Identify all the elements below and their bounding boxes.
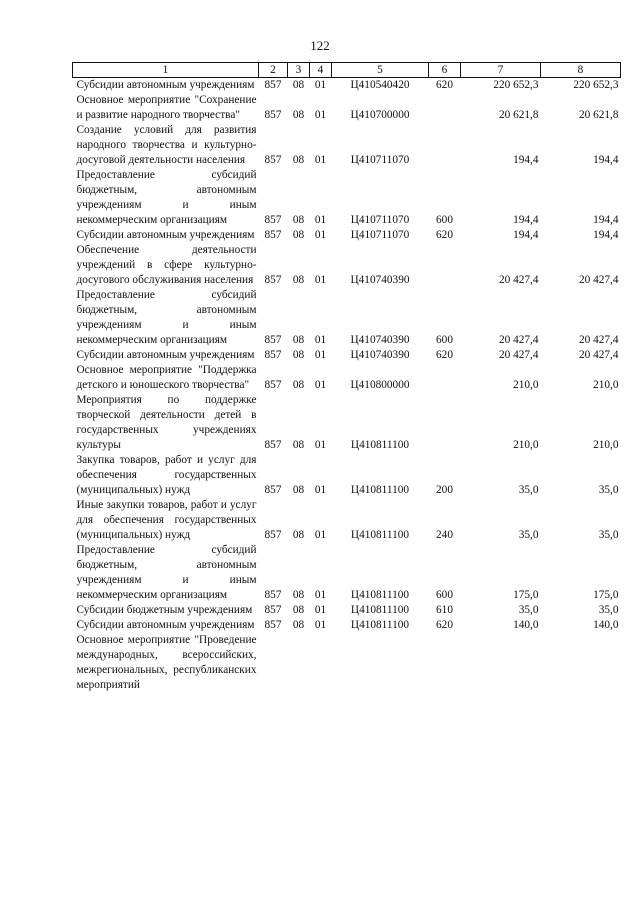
table-row <box>73 393 621 453</box>
amount-col8: 194,4 <box>593 214 619 226</box>
section-code: 08 <box>292 274 305 286</box>
ministry-code <box>259 633 288 693</box>
column-header: 3 <box>288 63 310 78</box>
section-code: 08 <box>292 379 305 391</box>
target-article-code: Ц410700000 <box>350 109 410 121</box>
expense-type-code: 600 <box>436 589 453 601</box>
amount-col8: 210,0 <box>593 379 619 391</box>
table-row <box>73 618 621 633</box>
section-code: 08 <box>292 604 305 616</box>
subsection-code: 01 <box>314 439 327 451</box>
subsection-code: 01 <box>314 229 327 241</box>
table-row <box>73 363 621 393</box>
section-code: 08 <box>292 484 305 496</box>
amount-col8: 194,4 <box>593 229 619 241</box>
subsection-code: 01 <box>314 589 327 601</box>
target-article-code: Ц410811100 <box>350 439 410 451</box>
row-description: Предоставление субсидий бюджетным, автономным учреждениям и иным некоммерческим организациям <box>76 289 257 346</box>
amount-col7: 35,0 <box>518 529 539 541</box>
section-code: 08 <box>292 79 305 91</box>
amount-col8: 20 427,4 <box>578 274 619 286</box>
row-description: Субсидии автономным учреждениям <box>76 349 255 361</box>
subsection-code: 01 <box>314 349 327 361</box>
subsection-code: 01 <box>314 334 327 346</box>
expense-type-code: 600 <box>436 214 453 226</box>
expense-type-code <box>429 363 461 393</box>
amount-col8: 140,0 <box>593 619 619 631</box>
amount-col8 <box>541 633 621 693</box>
expense-type-code <box>429 633 461 693</box>
amount-col8: 35,0 <box>598 529 619 541</box>
ministry-code: 857 <box>264 379 282 391</box>
row-description: Иные закупки товаров, работ и услуг для обеспечения государственных (муниципальных) нужд <box>76 499 257 541</box>
table-row <box>73 498 621 543</box>
amount-col7: 194,4 <box>513 214 539 226</box>
target-article-code: Ц410740390 <box>350 349 410 361</box>
expense-type-code: 620 <box>436 349 453 361</box>
row-description: Закупка товаров, работ и услуг для обеспечения государственных (муниципальных) нужд <box>76 454 257 496</box>
subsection-code: 01 <box>314 529 327 541</box>
amount-col7: 20 621,8 <box>498 109 539 121</box>
subsection-code: 01 <box>314 604 327 616</box>
target-article-code: Ц410811100 <box>350 529 410 541</box>
ministry-code: 857 <box>264 529 282 541</box>
ministry-code: 857 <box>264 109 282 121</box>
ministry-code: 857 <box>264 349 282 361</box>
subsection-code: 01 <box>314 619 327 631</box>
amount-col8: 20 427,4 <box>578 334 619 346</box>
section-code: 08 <box>292 529 305 541</box>
expense-type-code: 620 <box>436 619 453 631</box>
section-code: 08 <box>292 229 305 241</box>
amount-col7 <box>461 633 541 693</box>
column-header: 8 <box>541 63 621 78</box>
amount-col8: 20 621,8 <box>578 109 619 121</box>
section-code <box>288 633 310 693</box>
target-article-code: Ц410711070 <box>350 229 410 241</box>
target-article-code: Ц410811100 <box>350 484 410 496</box>
ministry-code: 857 <box>264 604 282 616</box>
column-header: 1 <box>73 63 259 78</box>
row-description: Основное мероприятие "Проведение международных, всероссийских, межрегиональных, республиканских мероприятий <box>76 634 257 691</box>
target-article-code: Ц410800000 <box>350 379 410 391</box>
table-row <box>73 168 621 228</box>
ministry-code: 857 <box>264 334 282 346</box>
table-row <box>73 78 621 94</box>
target-article-code: Ц410711070 <box>350 214 410 226</box>
target-article-code: Ц410540420 <box>350 79 410 91</box>
section-code: 08 <box>292 154 305 166</box>
column-header: 2 <box>259 63 288 78</box>
target-article-code: Ц410811100 <box>350 604 410 616</box>
row-description: Субсидии бюджетным учреждениям <box>76 604 253 616</box>
ministry-code: 857 <box>264 619 282 631</box>
subsection-code: 01 <box>314 214 327 226</box>
section-code: 08 <box>292 439 305 451</box>
amount-col7: 35,0 <box>518 604 539 616</box>
subsection-code: 01 <box>314 79 327 91</box>
row-description: Мероприятия по поддержке творческой деятельности детей в государственных учреждениях культуры <box>76 394 257 451</box>
expense-type-code <box>429 93 461 123</box>
table-row <box>73 453 621 498</box>
amount-col7: 194,4 <box>513 154 539 166</box>
expense-type-code: 620 <box>436 79 453 91</box>
table-row <box>73 93 621 123</box>
table-row <box>73 348 621 363</box>
expense-type-code: 610 <box>436 604 453 616</box>
amount-col7: 210,0 <box>513 439 539 451</box>
amount-col7: 20 427,4 <box>498 274 539 286</box>
expense-type-code: 200 <box>436 484 453 496</box>
target-article-code: Ц410811100 <box>350 589 410 601</box>
section-code: 08 <box>292 589 305 601</box>
row-description: Обеспечение деятельности учреждений в сфере культурно-досугового обслуживания населения <box>76 244 257 286</box>
expense-type-code <box>429 243 461 288</box>
amount-col8: 35,0 <box>598 484 619 496</box>
row-description: Предоставление субсидий бюджетным, автономным учреждениям и иным некоммерческим организациям <box>76 169 257 226</box>
amount-col7: 20 427,4 <box>498 334 539 346</box>
ministry-code: 857 <box>264 484 282 496</box>
row-description: Основное мероприятие "Сохранение и развитие народного творчества" <box>76 94 257 121</box>
row-description: Основное мероприятие "Поддержка детского и юношеского творчества" <box>76 364 257 391</box>
amount-col7: 140,0 <box>513 619 539 631</box>
ministry-code: 857 <box>264 214 282 226</box>
ministry-code: 857 <box>264 589 282 601</box>
amount-col8: 220 652,3 <box>573 79 619 91</box>
row-description: Создание условий для развития народного творчества и культурно-досуговой деятельности населения <box>76 124 257 166</box>
subsection-code: 01 <box>314 109 327 121</box>
column-header: 7 <box>461 63 541 78</box>
subsection-code: 01 <box>314 154 327 166</box>
row-description: Субсидии автономным учреждениям <box>76 79 255 91</box>
expense-type-code: 620 <box>436 229 453 241</box>
table-row <box>73 288 621 348</box>
amount-col7: 35,0 <box>518 484 539 496</box>
expense-type-code: 240 <box>436 529 453 541</box>
amount-col8: 175,0 <box>593 589 619 601</box>
expense-type-code <box>429 393 461 453</box>
ministry-code: 857 <box>264 229 282 241</box>
amount-col7: 220 652,3 <box>493 79 539 91</box>
section-code: 08 <box>292 214 305 226</box>
amount-col8: 20 427,4 <box>578 349 619 361</box>
row-description: Субсидии автономным учреждениям <box>76 619 255 631</box>
section-code: 08 <box>292 619 305 631</box>
subsection-code <box>310 633 332 693</box>
target-article-code: Ц410740390 <box>350 274 410 286</box>
amount-col7: 194,4 <box>513 229 539 241</box>
section-code: 08 <box>292 334 305 346</box>
table-row <box>73 543 621 603</box>
table-row <box>73 228 621 243</box>
section-code: 08 <box>292 349 305 361</box>
subsection-code: 01 <box>314 379 327 391</box>
target-article-code: Ц410740390 <box>350 334 410 346</box>
amount-col8: 210,0 <box>593 439 619 451</box>
table-row <box>73 633 621 693</box>
section-code: 08 <box>292 109 305 121</box>
amount-col8: 35,0 <box>598 604 619 616</box>
amount-col7: 210,0 <box>513 379 539 391</box>
expense-type-code: 600 <box>436 334 453 346</box>
ministry-code: 857 <box>264 274 282 286</box>
amount-col7: 20 427,4 <box>498 349 539 361</box>
amount-col7: 175,0 <box>513 589 539 601</box>
ministry-code: 857 <box>264 79 282 91</box>
header-row <box>73 63 621 78</box>
table-row <box>73 243 621 288</box>
budget-table <box>72 62 621 693</box>
row-description: Предоставление субсидий бюджетным, автономным учреждениям и иным некоммерческим организациям <box>76 544 257 601</box>
table-row <box>73 603 621 618</box>
subsection-code: 01 <box>314 274 327 286</box>
column-header: 6 <box>429 63 461 78</box>
column-header: 4 <box>310 63 332 78</box>
table-row <box>73 123 621 168</box>
ministry-code: 857 <box>264 154 282 166</box>
row-description: Субсидии автономным учреждениям <box>76 229 255 241</box>
target-article-code: Ц410811100 <box>350 619 410 631</box>
column-header: 5 <box>332 63 429 78</box>
amount-col8: 194,4 <box>593 154 619 166</box>
expense-type-code <box>429 123 461 168</box>
target-article-code: Ц410711070 <box>350 154 410 166</box>
page-number: 122 <box>310 38 330 53</box>
target-article-code <box>332 633 429 693</box>
ministry-code: 857 <box>264 439 282 451</box>
subsection-code: 01 <box>314 484 327 496</box>
